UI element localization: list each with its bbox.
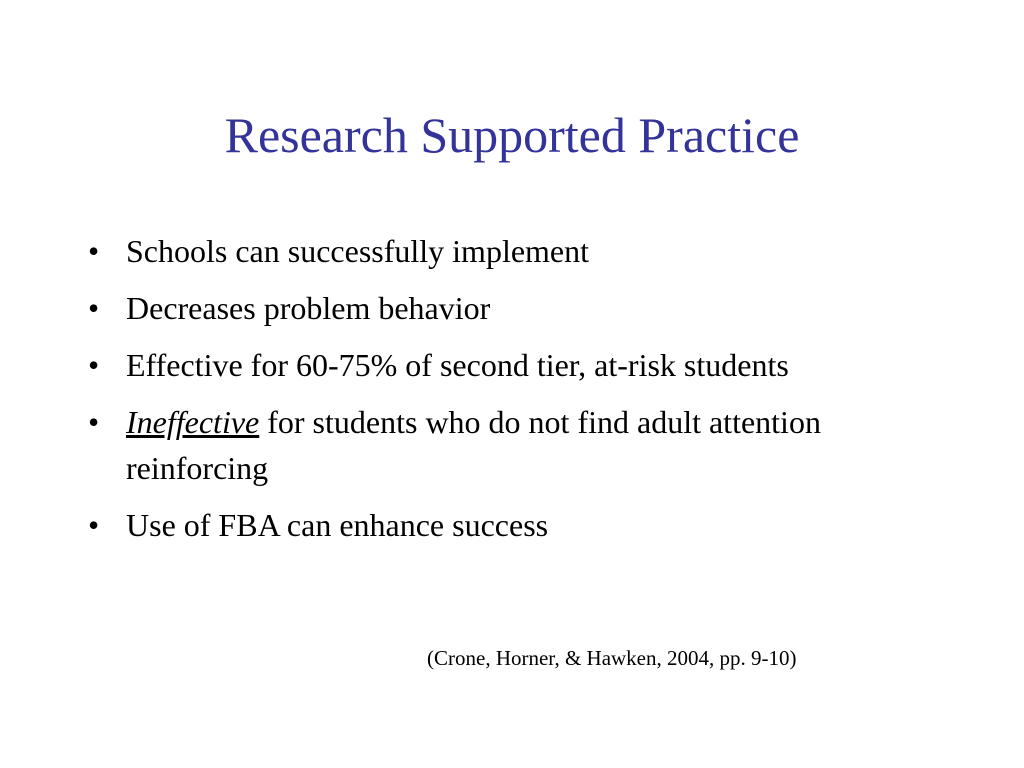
bullet-marker: • [88,404,100,440]
bullet-item [86,342,886,388]
slide-title: Research Supported Practice [224,107,800,163]
bullet-marker: • [88,290,100,326]
bullet-item [86,399,886,491]
bullet-text: Use of FBA can enhance success [126,507,549,543]
bullet-item [86,502,886,548]
bullet-text: for students who do not find adult attention reinforcing [126,404,821,486]
bullet-emphasis: Ineffective [126,404,260,440]
bullet-item [86,285,886,331]
bullet-text: Decreases problem behavior [126,290,491,326]
citation: (Crone, Horner, & Hawken, 2004, pp. 9-10) [427,646,797,670]
bullet-list [86,228,886,559]
bullet-marker: • [88,233,100,269]
bullet-text: Effective for 60-75% of second tier, at-risk students [126,347,789,383]
bullet-item [86,228,886,274]
bullet-text: Schools can successfully implement [126,233,590,269]
bullet-marker: • [88,507,100,543]
bullet-marker: • [88,347,100,383]
